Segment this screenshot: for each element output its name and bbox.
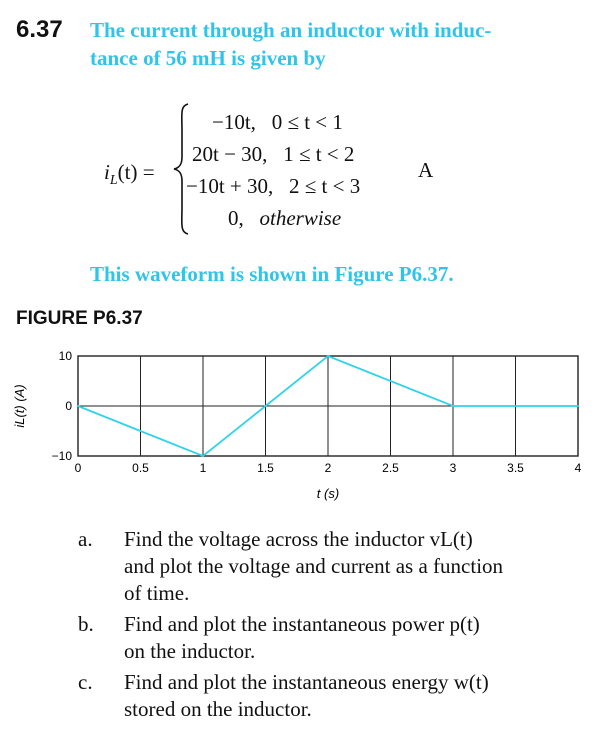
case-row (186, 174, 360, 199)
question-item (78, 611, 598, 665)
x-tick-label: 2.5 (382, 461, 399, 475)
case-condition: 2 ≤ t < 3 (289, 174, 361, 198)
x-tick-label: 4 (574, 461, 582, 475)
x-tick-label: 0 (74, 461, 82, 475)
x-tick-label: 1 (199, 461, 207, 475)
x-tick-label: 1.5 (257, 461, 274, 475)
question-text (78, 526, 598, 607)
question-line: stored on the inductor. (124, 697, 312, 721)
question-letter: c. (78, 670, 93, 694)
case-row (228, 206, 341, 231)
x-tick-label: 2 (324, 461, 332, 475)
case-expression: −10t + 30, (186, 174, 274, 198)
figure-label: FIGURE P6.37 (16, 308, 143, 329)
current-waveform-chart (0, 336, 610, 516)
x-tick-label: 0.5 (132, 461, 149, 475)
case-row (212, 110, 343, 135)
equation-unit: A (418, 158, 434, 182)
piecewise-equation (0, 0, 610, 260)
case-expression: 20t − 30, (192, 142, 268, 166)
equation-lhs (104, 160, 155, 189)
y-axis-label: iL(t) (A) (12, 384, 27, 428)
lhs-symbol: i (104, 160, 110, 184)
x-tick-label: 3.5 (507, 461, 524, 475)
problem-statement-line: tance of 56 mH is given by (90, 46, 326, 70)
question-list (78, 526, 598, 727)
question-item (78, 669, 598, 723)
question-item (78, 526, 598, 607)
x-axis-label: t (s) (316, 486, 340, 501)
question-line: Find the voltage across the inductor vL(t) (124, 527, 473, 551)
case-condition: 0 ≤ t < 1 (271, 110, 343, 134)
case-condition: otherwise (259, 206, 342, 230)
x-tick-labels (75, 461, 582, 475)
case-condition: 1 ≤ t < 2 (283, 142, 355, 166)
question-letter: a. (78, 527, 93, 551)
y-tick-labels (52, 349, 73, 463)
case-expression: 0, (228, 206, 244, 230)
question-line: Find and plot the instantaneous energy w(t) (124, 670, 489, 694)
question-letter: b. (78, 612, 94, 636)
question-line: on the inductor. (124, 639, 256, 663)
case-row (192, 142, 354, 167)
lhs-argument: (t) = (117, 160, 155, 184)
question-line: of time. (124, 581, 190, 605)
left-brace (172, 102, 192, 236)
series-point (202, 455, 204, 457)
problem-statement-line: The current through an inductor with induc- (90, 18, 492, 42)
case-expression: −10t, (212, 110, 256, 134)
series-point (77, 405, 79, 407)
question-text (78, 611, 598, 665)
figure-reference-text: This waveform is shown in Figure P6.37. (90, 262, 454, 286)
problem-number: 6.37 (16, 16, 63, 43)
question-line: Find and plot the instantaneous power p(t) (124, 612, 480, 636)
y-tick-label: 10 (58, 349, 72, 363)
y-tick-label: 0 (65, 399, 72, 413)
series-point (327, 355, 329, 357)
y-tick-label: −10 (51, 449, 72, 463)
lhs-subscript: L (109, 173, 118, 189)
series-point (452, 405, 454, 407)
question-text (78, 669, 598, 723)
x-tick-label: 3 (449, 461, 457, 475)
series-point (577, 405, 579, 407)
question-line: and plot the voltage and current as a function (124, 554, 504, 578)
